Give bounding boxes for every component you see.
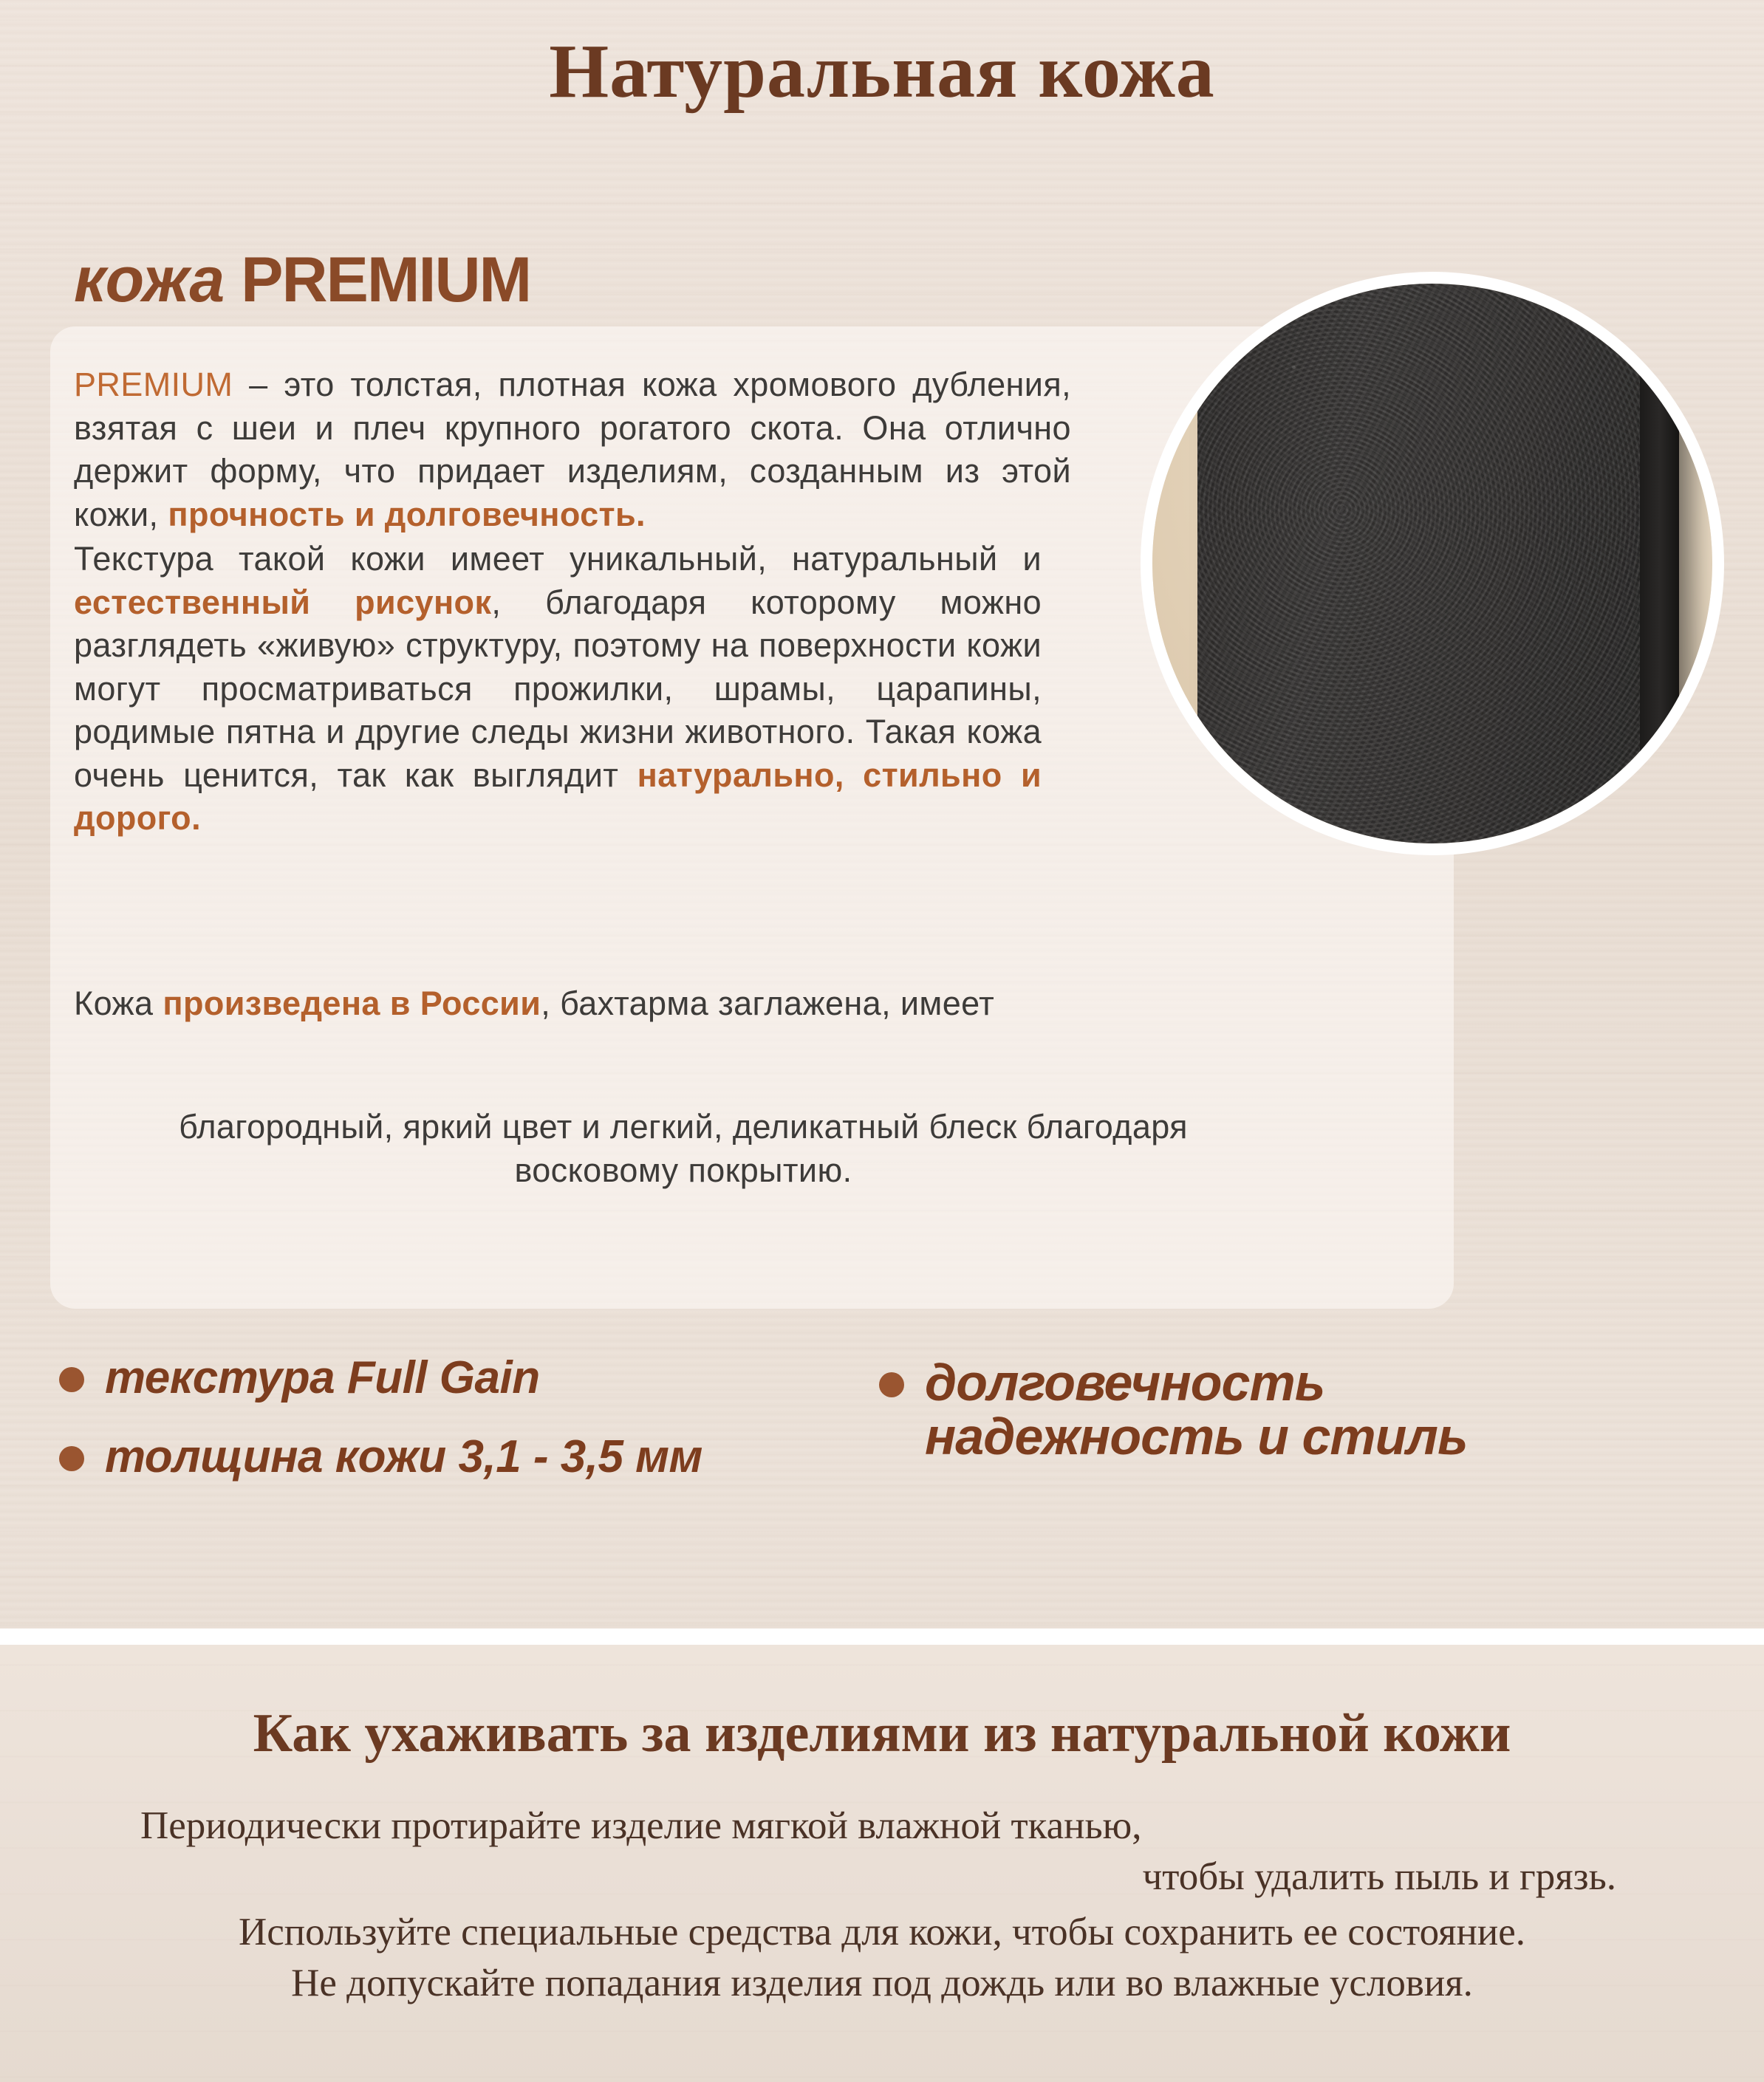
feature-label-texture: текстура Full Gain [105, 1352, 540, 1403]
leather-photo-frame [1141, 272, 1724, 855]
leather-photo [1152, 284, 1712, 843]
feature-line-2: надежность и стиль [925, 1407, 1468, 1465]
bullet-dot-icon [59, 1446, 84, 1471]
premium-heading [74, 244, 530, 317]
features-right-column [879, 1352, 1677, 1464]
paragraph-2-text-a: Текстура такой кожи имеет уникальный, натуральный и [74, 540, 1042, 578]
page-title: Натуральная кожа [549, 29, 1215, 114]
feature-item [59, 1431, 849, 1483]
feature-label-thickness: толщина кожи 3,1 - 3,5 мм [105, 1431, 702, 1482]
care-line-1: Периодически протирайте изделие мягкой влажной тканью, [140, 1804, 1142, 1847]
care-title: Как ухаживать за изделиями из натуральной кожи [253, 1703, 1511, 1764]
paragraph-3-accent: произведена в России [163, 985, 541, 1022]
paragraph-3-text-b: , бахтарма заглажена, имеет [541, 985, 995, 1022]
paragraph-1 [74, 363, 1071, 536]
features-list [59, 1352, 1706, 1510]
paragraph-2-accent-2: натурально, стильно и дорого. [74, 756, 1042, 837]
paragraph-2 [74, 538, 1042, 840]
paragraph-4: благородный, яркий цвет и легкий, деликатный блеск благодаря восковому покрытию. [179, 1108, 1188, 1189]
bullet-dot-icon [59, 1367, 84, 1392]
section-divider [0, 1629, 1764, 1645]
bullet-dot-icon [879, 1372, 904, 1397]
feature-label-durability [925, 1356, 1468, 1464]
leather-edge [1640, 284, 1678, 843]
paragraph-3-text-a: Кожа [74, 985, 163, 1022]
description-text [74, 363, 1188, 1189]
paragraph-2-accent-1: естественный рисунок [74, 583, 492, 621]
premium-heading-ru: кожа [74, 244, 242, 315]
care-line-4: Не допускайте попадания изделия под дождь или во влажные условия. [291, 1961, 1473, 2004]
feature-item [59, 1352, 849, 1404]
premium-heading-latin: PREMIUM [241, 244, 531, 315]
feature-line-1: долговечность [925, 1354, 1325, 1411]
care-line-3: Используйте специальные средства для кожи, чтобы сохранить ее состояние. [238, 1910, 1526, 1953]
paragraph-2-text-b: , благодаря которому можно разглядеть «живую» структуру, поэтому на поверхности кожи могут просматриваться прожилки, шрамы, царапины, родимые пятна и другие следы жизни животного. Такая кожа очень ценится, так как выглядит [74, 583, 1042, 794]
features-left-column [59, 1352, 849, 1510]
premium-lead-word: PREMIUM [74, 366, 233, 403]
leather-texture-surface [1197, 284, 1679, 843]
paragraph-1-text: – это толстая, плотная кожа хромового дубления, взятая с шеи и плеч крупного рогатого скота. Она отлично держит форму, что придает изделиям, созданным из этой кожи, [74, 366, 1071, 533]
care-line-2: чтобы удалить пыль и грязь. [1142, 1855, 1616, 1898]
paragraph-1-accent: прочность и долговечность. [168, 495, 646, 533]
care-instructions [0, 1801, 1764, 2009]
paragraph-3 [74, 982, 1285, 1026]
care-section [0, 1645, 1764, 2082]
